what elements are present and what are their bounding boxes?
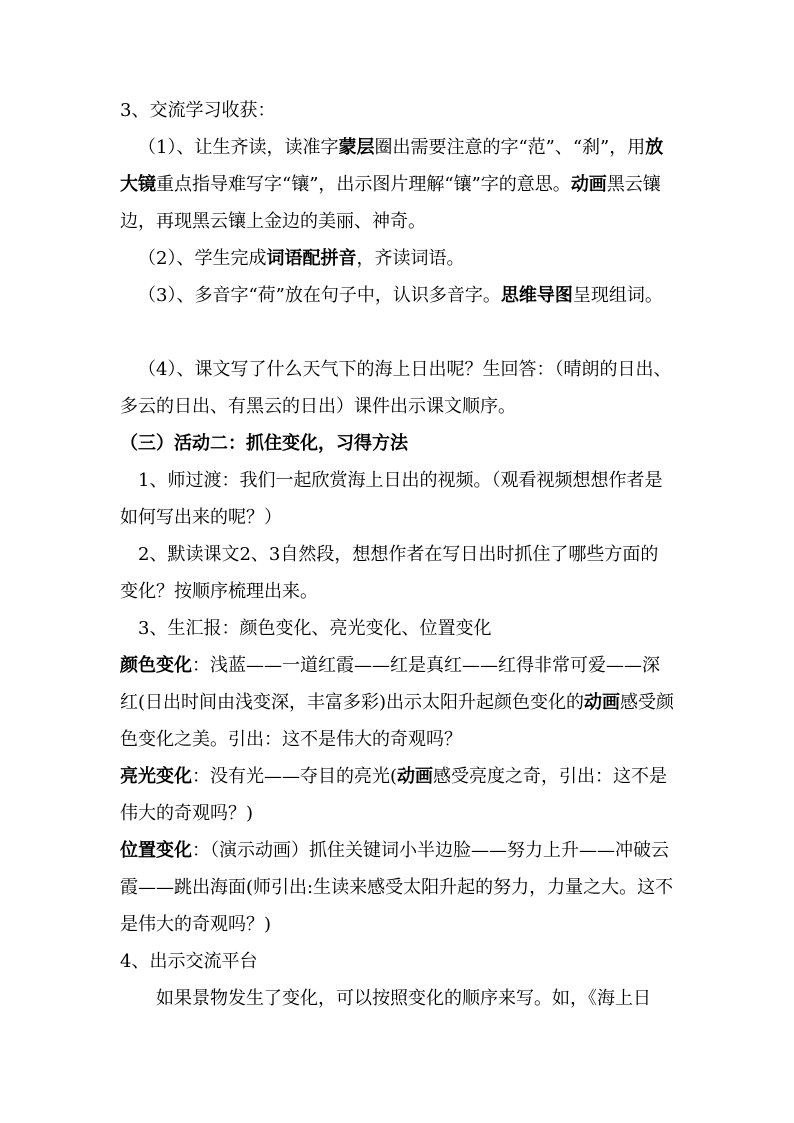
text-run: （2）、学生完成 [138,248,267,269]
keyword-animation: 动画 [397,766,434,787]
paragraph-position-change [120,832,676,943]
text-run: （3）、多音字“荷”放在句子中，认识多音字。 [138,285,501,306]
text-run: 圈出需要注意的字“范”、“刹”，用 [374,137,646,158]
keyword-animation: 动画 [584,692,621,713]
text-run: ：（演示动画）抓住关键词小半边脸——努力上升——冲破云霞——跳出海面(师引出:生读来感受太阳升起的努力，力量之大。这不是伟大的奇观吗？) [120,840,674,935]
paragraph-exchange-platform: 如果景物发生了变化，可以按照变化的顺序来写。如，《海上日 [156,988,651,1009]
keyword-mask-layer: 蒙层 [338,137,375,158]
text-run: 重点指导难写字“镶”，出示图片理解“镶”字的意思。 [156,174,571,195]
section-heading-3: 3、交流学习收获： [120,100,276,121]
paragraph-light-change [120,758,676,832]
paragraph-silent-reading: 2、默读课文2、3自然段，想想作者在写日出时抓住了哪些方面的变化？按顺序梳理出来。 [120,544,659,602]
text-run: ：没有光——夺目的亮光( [192,766,398,787]
section-heading-4: 4、出示交流平台 [120,951,258,972]
keyword-word-pinyin: 词语配拼音 [266,248,357,269]
paragraph-step-4: （4）、课文写了什么天气下的海上日出呢？生回答：（晴朗的日出、多云的日出、有黑云的日出）课件出示课文顺序。 [120,359,672,417]
text-run: 呈现组词。 [572,285,663,306]
text-run: 黑云镶边，再现黑云镶上金边的美丽、神奇。 [120,174,661,232]
text-run: 感受颜色变化之美。引出：这不是伟大的奇观吗？ [120,692,675,750]
paragraph-color-change [120,647,676,758]
paragraph-step-2 [120,240,676,277]
label-light-change: 亮光变化 [120,766,192,787]
paragraph-step-1 [120,129,676,240]
text-run: （1）、让生齐读，读准字 [138,137,339,158]
activity-two-heading: （三）活动二：抓住变化，习得方法 [120,433,408,454]
keyword-animation: 动画 [570,174,607,195]
text-run: ：浅蓝——一道红霞——红是真红——红得非常可爱——深红(日出时间由浅变深，丰富多彩)出示太阳升起颜色变化的 [120,655,660,713]
text-run: ，齐读词语。 [356,248,465,269]
text-run: 感受亮度之奇，引出：这不是伟大的奇观吗？) [120,766,668,824]
label-position-change: 位置变化 [120,840,192,861]
paragraph-transition: 1、师过渡：我们一起欣赏海上日出的视频。（观看视频想想作者是如何写出来的呢？） [120,470,663,528]
label-color-change: 颜色变化 [120,655,192,676]
keyword-mind-map: 思维导图 [500,285,573,306]
paragraph-report: 3、生汇报：颜色变化、亮光变化、位置变化 [138,618,492,639]
paragraph-step-3 [120,277,676,314]
keyword-magnifier: 放大镜 [120,137,664,195]
